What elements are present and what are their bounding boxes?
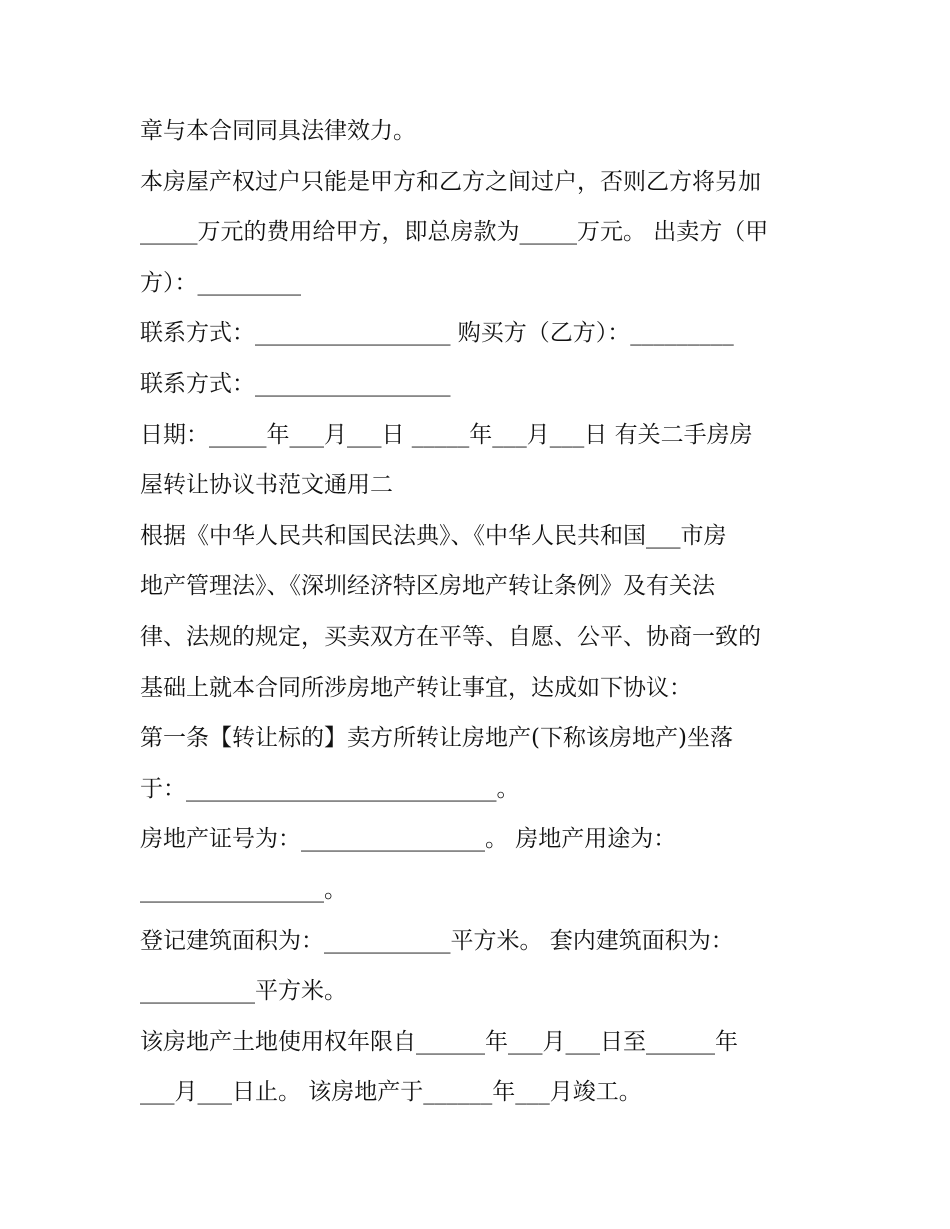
text-line: ___月___日止。 该房地产于______年___月竣工。 — [140, 1079, 642, 1106]
text-line: 登记建筑面积为：___________平方米。 套内建筑面积为： — [140, 927, 734, 954]
text-line: 根据《中华人民共和国民法典》、《中华人民共和国___市房 — [140, 522, 727, 549]
text-line: _____万元的费用给甲方，即总房款为_____万元。 出卖方（甲 — [140, 219, 769, 246]
text-line: 联系方式：_________________ — [140, 370, 451, 397]
text-line: 该房地产土地使用权年限自______年___月___日至______年 — [140, 1028, 738, 1055]
text-line: 于：___________________________。 — [140, 775, 520, 802]
text-line: 章与本合同同具法律效力。 — [140, 118, 416, 144]
text-line: 律、法规的规定，买卖双方在平等、自愿、公平、协商一致的 — [140, 623, 761, 650]
text-line: 房地产证号为：________________。 房地产用途为： — [140, 826, 677, 853]
text-line: 第一条【转让标的】卖方所转让房地产(下称该房地产)坐落 — [140, 725, 733, 752]
text-line: 本房屋产权过户只能是甲方和乙方之间过户，否则乙方将另加 — [140, 168, 761, 195]
text-line: 联系方式：_________________ 购买方（乙方）：_________ — [140, 320, 734, 347]
text-line: 日期：_____年___月___日 _____年___月___日 有关二手房房 — [140, 421, 753, 448]
document-body — [140, 106, 820, 1118]
text-line: 基础上就本合同所涉房地产转让事宜，达成如下协议： — [140, 674, 692, 701]
text-line: 地产管理法》、《深圳经济特区房地产转让条例》及有关法 — [140, 573, 715, 600]
text-line: __________平方米。 — [140, 978, 347, 1005]
text-line: 屋转让协议书范文通用二 — [140, 472, 393, 499]
text-line: ________________。 — [140, 876, 347, 903]
text-line: 方）：_________ — [140, 269, 301, 296]
